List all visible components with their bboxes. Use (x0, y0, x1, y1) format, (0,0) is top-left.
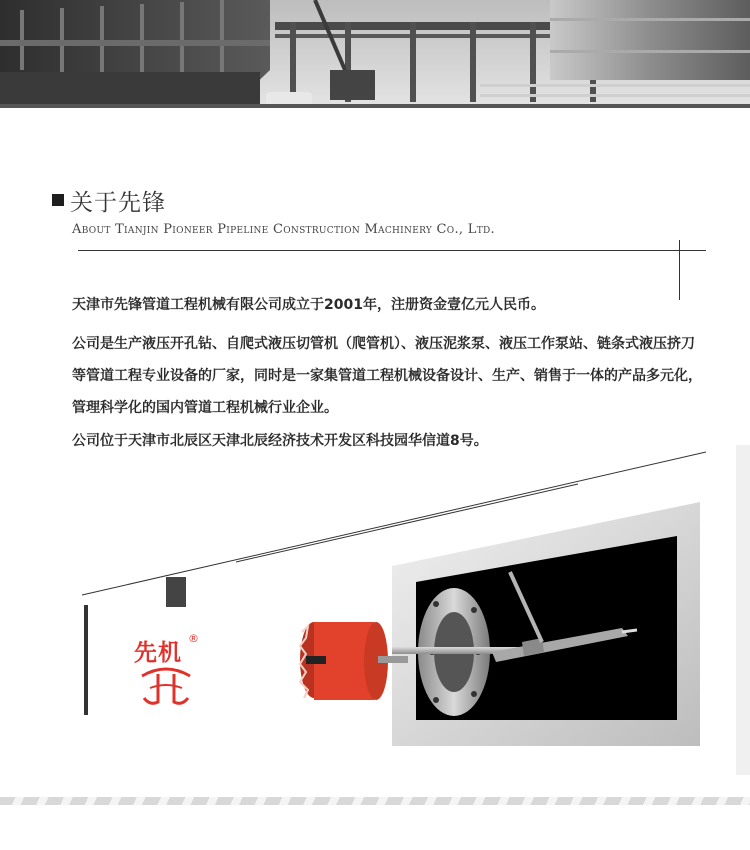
hole-saw-icon (296, 612, 416, 722)
paragraph-founding: 天津市先锋管道工程机械有限公司成立于2001年，注册资金壹亿元人民币。 (72, 297, 545, 313)
company-description (72, 292, 702, 454)
divider-line (78, 250, 706, 251)
section-title: 关于先锋 (70, 189, 166, 216)
section-subtitle: About Tianjin Pioneer Pipeline Construction Machinery Co., Ltd. (72, 222, 495, 237)
logo-text: 先机 (134, 639, 182, 666)
left-vertical-bar (84, 605, 88, 715)
company-logo (128, 632, 204, 710)
vertical-divider-line (679, 240, 680, 300)
industrial-scene-illustration (0, 0, 750, 108)
dark-block-shape (166, 577, 186, 607)
product-image (392, 502, 700, 746)
hydraulic-drill-illustration (392, 502, 700, 746)
top-banner-image (0, 0, 750, 108)
section-heading (52, 186, 166, 214)
square-bullet-icon (52, 194, 64, 206)
paragraph-address: 公司位于天津市北辰区天津北辰经济技术开发区科技园华信道8号。 (72, 433, 488, 449)
paragraph-products: 公司是生产液压开孔钻、自爬式液压切管机（爬管机）、液压泥浆泵、液压工作泵站、链条式液压挤刀等管道工程专业设备的厂家，同时是一家集管道工程机械设备设计、生产、销售于一体的产品多元化，管理科学化的国内管道工程机械行业企业。 (72, 336, 702, 416)
bottom-decorative-border (0, 797, 750, 805)
logo-emblem-icon (128, 632, 204, 710)
registered-mark: ® (188, 632, 199, 645)
